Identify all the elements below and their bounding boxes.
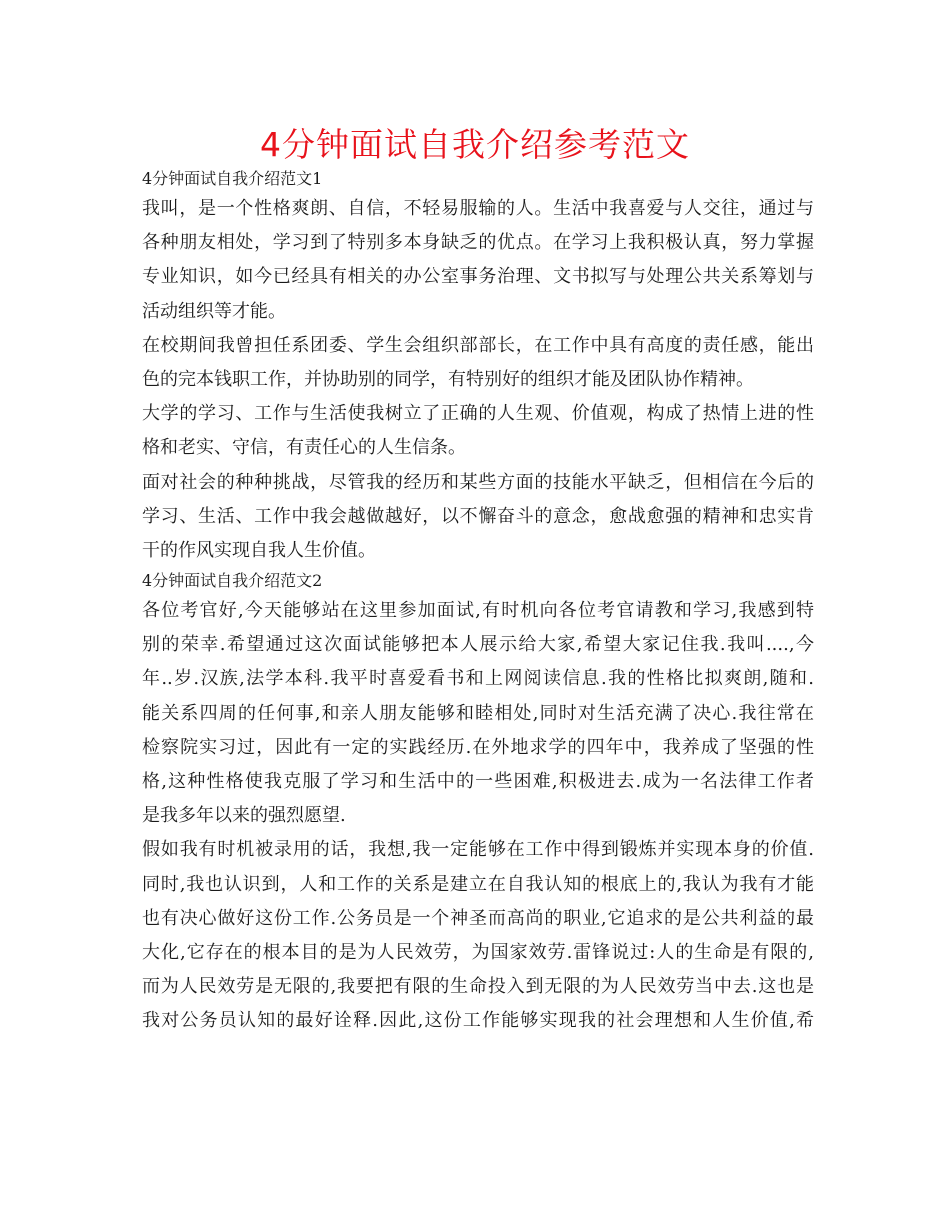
paragraph: [142, 833, 814, 1038]
paragraph: [142, 329, 814, 397]
text-line: 活动组织等才能。: [142, 300, 286, 322]
text-line: 学习、生活、工作中我会越做越好，以不懈奋斗的意念，愈战愈强的精神和忠实肯: [142, 505, 814, 527]
text-line: 我叫，是一个性格爽朗、自信，不轻易服输的人。生活中我喜爱与人交往，通过与: [142, 198, 814, 219]
text-line: 我对公务员认知的最好诠释.因此,这份工作能够实现我的社会理想和人生价值,希: [142, 1010, 814, 1032]
document-title: 4分钟面试自我介绍参考范文: [260, 125, 690, 164]
paragraph: [142, 594, 814, 833]
text-line: 干的作风实现自我人生价值。: [142, 539, 376, 561]
text-line: 假如我有时机被录用的话，我想,我一定能够在工作中得到锻炼并实现本身的价值.: [142, 839, 814, 861]
paragraph: [142, 397, 814, 465]
text-line: 大学的学习、工作与生活使我树立了正确的人生观、价值观，构成了热情上进的性: [142, 403, 814, 425]
text-line: 各种朋友相处，学习到了特别多本身缺乏的优点。在学习上我积极认真，努力掌握: [142, 232, 814, 254]
text-line: 面对社会的种种挑战，尽管我的经历和某些方面的技能水平缺乏，但相信在今后的: [142, 471, 814, 493]
text-line: 格和老实、守信，有责任心的人生信条。: [142, 437, 466, 459]
text-line: 检察院实习过，因此有一定的实践经历.在外地求学的四年中，我养成了坚强的性: [142, 736, 814, 758]
paragraph: [142, 192, 814, 329]
text-line: 同时,我也认识到，人和工作的关系是建立在自我认知的根底上的,我认为我有才能: [142, 873, 814, 895]
text-line: 专业知识，如今已经具有相关的办公室事务治理、文书拟写与处理公共关系筹划与: [142, 266, 814, 288]
text-line: 而为人民效劳是无限的,我要把有限的生命投入到无限的为人民效劳当中去.这也是: [142, 976, 814, 998]
paragraph: [142, 466, 814, 569]
text-line: 色的完本钱职工作，并协助别的同学，有特别好的组织才能及团队协作精神。: [142, 368, 754, 390]
text-line: 能关系四周的任何事,和亲人朋友能够和睦相处,同时对生活充满了决心.我往常在: [142, 702, 814, 724]
text-line: 也有决心做好这份工作.公务员是一个神圣而高尚的职业,它追求的是公共利益的最: [142, 907, 814, 929]
text-line: 各位考官好,今天能够站在这里参加面试,有时机向各位考官请教和学习,我感到特: [142, 600, 814, 622]
section-heading-2: 4分钟面试自我介绍范文2: [142, 571, 323, 591]
text-line: 别的荣幸.希望通过这次面试能够把本人展示给大家,希望大家记住我.我叫....,今: [142, 634, 814, 656]
text-line: 格,这种性格使我克服了学习和生活中的一些困难,积极进去.成为一名法律工作者: [142, 771, 814, 792]
text-line: 在校期间我曾担任系团委、学生会组织部部长，在工作中具有高度的责任感，能出: [142, 334, 814, 356]
section-heading-1: 4分钟面试自我介绍范文1: [142, 169, 323, 188]
text-line: 年..岁.汉族,法学本科.我平时喜爱看书和上网阅读信息.我的性格比拟爽朗,随和.: [142, 668, 814, 690]
document-body: [142, 166, 814, 1039]
text-line: 大化,它存在的根本目的是为人民效劳，为国家效劳.雷锋说过:人的生命是有限的,: [142, 941, 814, 963]
text-line: 是我多年以来的强烈愿望.: [142, 805, 346, 827]
